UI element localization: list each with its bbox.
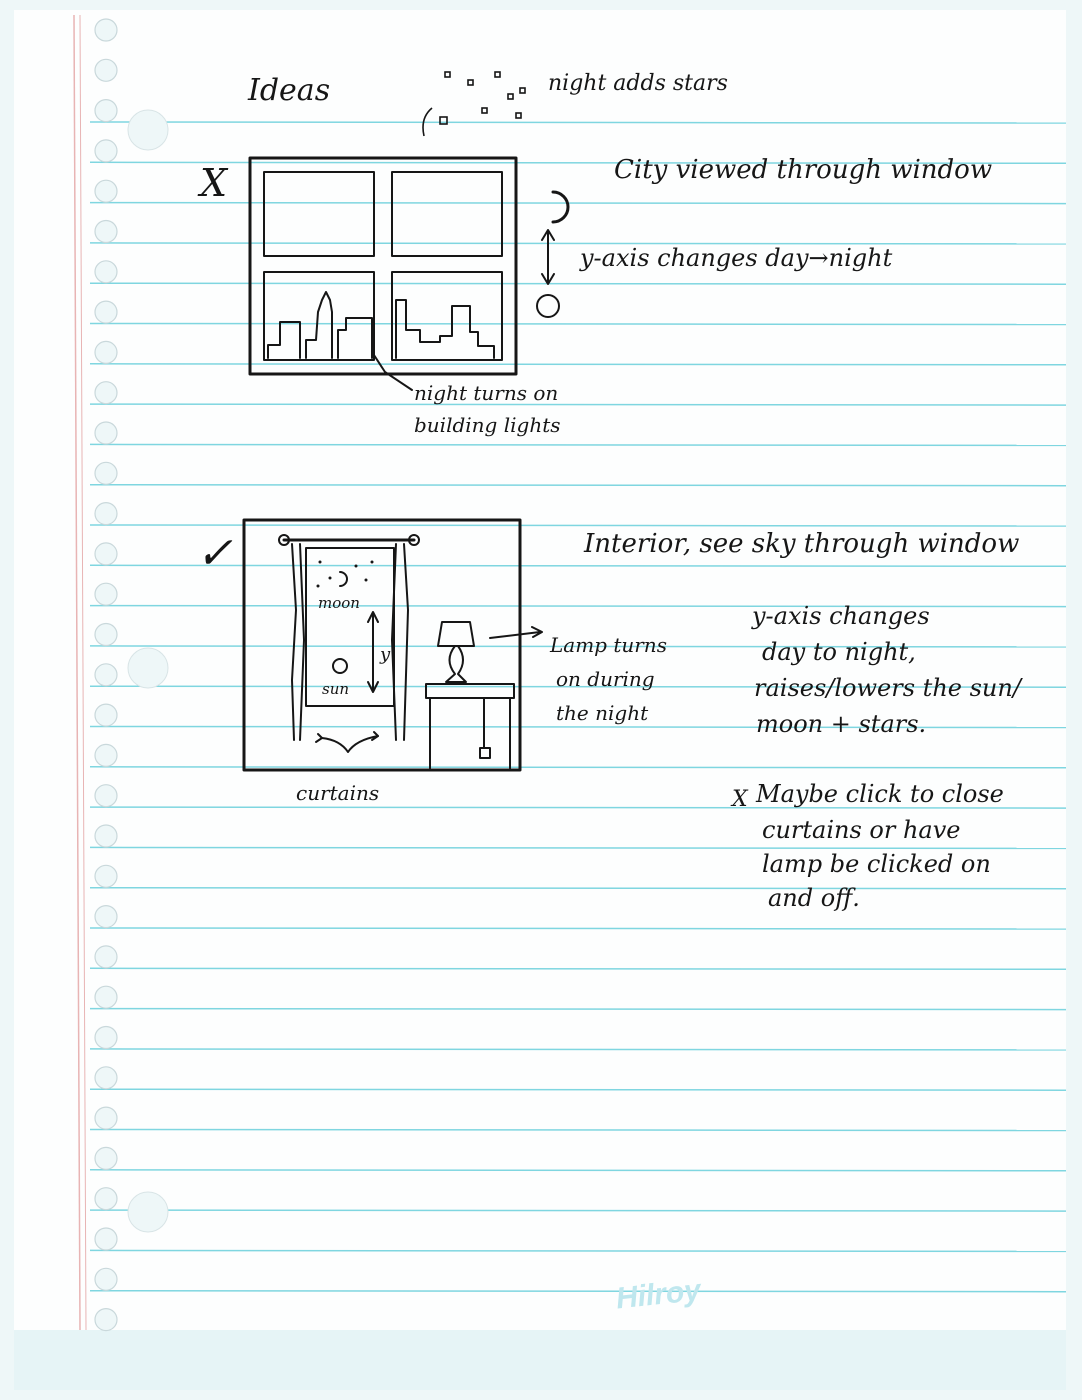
page-heading: Ideas: [248, 73, 331, 108]
binding-hole: [95, 744, 117, 766]
rule-line: [90, 565, 1066, 566]
idea2-accept-mark: ✓: [196, 528, 233, 579]
binding-hole: [95, 100, 117, 122]
rule-line: [90, 404, 1066, 405]
lamp-note-line1: Lamp turns: [550, 633, 667, 657]
idea1-y-axis-note: y-axis changes day→night: [580, 244, 893, 272]
idea2-desc-line4: moon + stars.: [756, 710, 927, 738]
rule-line: [90, 1130, 1066, 1131]
page-bottom-shadow: [14, 1330, 1066, 1390]
binding-hole: [95, 221, 117, 243]
rule-line: [90, 243, 1066, 244]
punch-hole-top: [128, 110, 168, 150]
lights-note-line2: building lights: [414, 413, 561, 437]
maybe-line4: and off.: [768, 884, 860, 912]
binding-hole: [95, 1107, 117, 1129]
maybe-line3: lamp be clicked on: [762, 850, 991, 878]
brand-logo: Hilroy: [614, 1273, 703, 1316]
binding-hole: [95, 664, 117, 686]
binding-hole: [95, 341, 117, 363]
rule-line: [90, 444, 1066, 445]
rule-line: [90, 1089, 1066, 1090]
idea2-title: Interior, see sky through window: [584, 529, 1020, 559]
punch-hole-bottom: [128, 1192, 168, 1232]
rule-line: [90, 324, 1066, 325]
rule-line: [90, 1291, 1066, 1292]
binding-hole: [95, 1228, 117, 1250]
idea2-desc-line2: day to night,: [762, 638, 916, 666]
binding-hole: [95, 1188, 117, 1210]
lamp-note-line2: on during: [556, 667, 655, 691]
lights-note-line1: night turns on: [414, 381, 559, 405]
maybe-line2: curtains or have: [762, 816, 961, 844]
rule-line: [90, 283, 1066, 284]
idea1-title: City viewed through window: [614, 155, 993, 185]
maybe-line1: Maybe click to close: [756, 780, 1004, 808]
curtains-label: curtains: [296, 781, 380, 805]
binding-hole: [95, 19, 117, 41]
binding-hole: [95, 583, 117, 605]
rule-line: [90, 1049, 1066, 1050]
sun-label: sun: [322, 680, 350, 698]
idea1-reject-mark: X: [200, 161, 228, 205]
binding-hole: [95, 301, 117, 323]
binding-hole: [95, 624, 117, 646]
rule-line: [90, 525, 1066, 526]
binding-hole: [95, 382, 117, 404]
rule-line: [90, 1009, 1066, 1010]
rule-line: [90, 1250, 1066, 1251]
maybe-mark: X: [732, 787, 748, 812]
idea2-desc-line3: raises/lowers the sun/: [754, 674, 1021, 702]
idea2-desc-line1: y-axis changes: [752, 602, 930, 630]
binding-hole: [95, 261, 117, 283]
binding-hole: [95, 1268, 117, 1290]
rule-line: [90, 767, 1066, 768]
binding-hole: [95, 59, 117, 81]
rule-line: [90, 888, 1066, 889]
binding-hole: [95, 906, 117, 928]
rule-line: [90, 928, 1066, 929]
paper-sheet: [14, 10, 1066, 1330]
stars-note: night adds stars: [548, 71, 728, 96]
rule-line: [90, 847, 1066, 848]
binding-hole: [95, 1027, 117, 1049]
y-label: y: [380, 644, 391, 665]
rule-line: [90, 485, 1066, 486]
binding-hole: [95, 503, 117, 525]
binding-hole: [95, 1067, 117, 1089]
moon-label: moon: [318, 594, 360, 612]
binding-hole: [95, 1309, 117, 1331]
binding-hole: [95, 865, 117, 887]
rule-line: [90, 364, 1066, 365]
rule-line: [90, 1210, 1066, 1211]
binding-hole: [95, 825, 117, 847]
rule-line: [90, 1170, 1066, 1171]
punch-hole-middle: [128, 648, 168, 688]
binding-hole: [95, 543, 117, 565]
rule-line: [90, 968, 1066, 969]
binding-hole: [95, 140, 117, 162]
binding-hole: [95, 180, 117, 202]
binding-hole: [95, 986, 117, 1008]
binding-hole: [95, 946, 117, 968]
binding-hole: [95, 785, 117, 807]
binding-hole: [95, 1147, 117, 1169]
binding-hole: [95, 462, 117, 484]
binding-hole: [95, 704, 117, 726]
binding-hole: [95, 422, 117, 444]
lamp-note-line3: the night: [556, 701, 649, 725]
rule-line: [90, 203, 1066, 204]
rule-line: [90, 122, 1066, 123]
